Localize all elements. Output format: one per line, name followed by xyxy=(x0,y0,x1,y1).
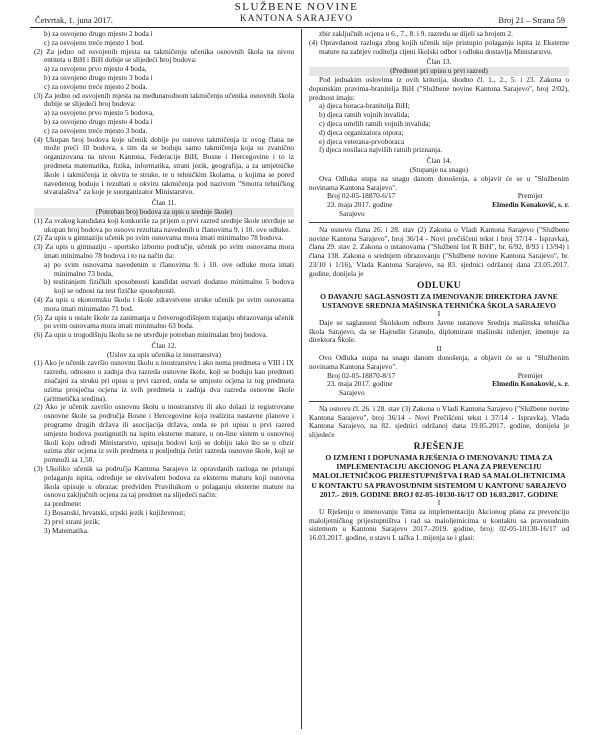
paragraph: (3) Ukoliko učenik sa područja Kantona Sarajevo iz opravdanih razloga ne pristupi polaganju ispita, određuje se ekvivalent bodova za eksternu maturu koji osnovna škola upisuje u obrazac predviđen Pravilnikom o polaganju eksterne mature na osnovu zaključnih ocjena za taj predmet na slijedeći način: xyxy=(34,464,294,500)
paragraph: f) djeca nosilaca najviših ratnih priznanja. xyxy=(319,145,443,155)
paragraph: b) testiranjem fizičkih sposobnosti kandidat ostvari dodatno minimalno 5 bodova koji se odnosi na test fizičke sposobnosti. xyxy=(44,277,294,296)
paragraph: Na osnovu člana 26. i 28. stav (2) Zakona o Vladi Kantona Sarajevo ("Službene novine Kantona Sarajevo", broj 36/14 - Novi prečišćeni tekst i broj 37/14 - Ispravka), člana 29. stav 2. Zakona o ustanovama ("Službeni list R BiH", br. 6/92, 8/93 i 13/94) i člana 138. Zakona o srednjem obrazovanju ("Službene novine Kantona Sarajevo", br. 23/10 i 1/16), Vlada Kantona Sarajevo, na 83. sjednici održanoj dana 23.05.2017. godine, donijela je xyxy=(309,224,569,278)
paragraph: c) za osvojeno treće mjesto 2 boda. xyxy=(44,81,148,91)
section-separator xyxy=(309,222,569,223)
right-column xyxy=(309,30,569,543)
article-subheading: (Potreban broj bodova za upis u srednje škole) xyxy=(34,208,294,217)
article-subheading: (Prednost pri upisu u prvi razred) xyxy=(309,67,569,76)
paragraph: (6) Za upis u trogodišnju školu se ne utvrđuje potreban minimalan broj bodova. xyxy=(34,330,268,340)
paragraph: b) za osvojeno drugo mjesto 4 boda i xyxy=(44,116,153,126)
article-heading: Član 11. xyxy=(151,198,177,208)
paragraph: (3) Za upis u gimnaziju - sportsko izborno područje, učenik po svim osnovama mora imati minimalno 78 bodova i to na način da: xyxy=(34,242,294,260)
paragraph: c) djeca umrlih ratnih vojnih invalida; xyxy=(319,118,431,128)
article-heading: Član 13. xyxy=(426,57,452,67)
paragraph: (4) Opravdanost razloga zbog kojih učenik nije pristupio polaganju ispita iz Eksterne mature na zahtjev roditelja cijeni školski odbor i odluku dostavlja Ministarstvu. xyxy=(309,37,569,56)
document-number: Broj 02-05-18870-8/17 xyxy=(327,370,396,380)
issue-date: Četvrtak, 1. juna 2017. xyxy=(35,15,113,25)
paragraph: 3) Matematika. xyxy=(44,525,89,535)
paragraph: (4) Ukupan broj bodova koje učenik dobije po osnovu takmičenja iz ovog člana ne može preći 10 bodova, s tim da se boduju samo takmičenja koja su zvanično organizovana na nivou Kantona, Federacije BiH, Bosne i Hercegovine i to iz predmeta matematika, fizika, informatika, strani jezik, geografija, a za umjetničke škole i takmičenja iz okvira te struke, te u tehničkim školama, u kojima se pored navedenog boduju i rezultati u okviru takmičenja pod nazivom "Smotra tehničkog stvaralaštva" za koje je suorganizator Ministarstvo. xyxy=(34,134,294,197)
paragraph: U Rješenju o imenovanju Tima za implementaciju Akcionog plana za prevenciju maloljetničkog prijestupništva i rad sa maloljetnicima u kontaktu sa pravosudnim sistemom u Kantonu Sarajevo 2017.-2019. godine, broj: 02-05-10130-16/17 od 16.03.2017. godine, u stavu I. tačka 1. mijenja se i glasi: xyxy=(309,506,569,543)
gazette-title: SLUŽBENE NOVINE xyxy=(234,1,359,13)
signatory-role: Premijer xyxy=(517,370,543,380)
article-heading: Član 12. xyxy=(151,340,177,350)
paragraph: c) za osvojeno treće mjesto 3 boda. xyxy=(44,125,148,135)
section-number: I xyxy=(437,498,441,508)
paragraph: a) po svim osnovama navedenim u članovima 9. i 10. ove odluke mora imati minimalno 73 boda, xyxy=(44,259,294,278)
paragraph: 2) prvi strani jezik; xyxy=(44,516,101,526)
paragraph: (2) Za jedno od osvojenih mjesta na takmičenju učenika osnovnih škola na nivou entiteta u BiH i BiH dobije se slijedeći broj bodova: xyxy=(34,46,294,65)
paragraph: (2) Ako je učenik završio osnovnu školu u inostranstvu ili ako dolazi iz registrovane osnovne škole sa područja Bosne i Hercegovine koja realizira nastavne planove i programe drugih država ili asocijacija država, onda se pri upisu u prvi razred umjesto bodova postignutih na ispitu eksterne mature, u on-line sistem u osnovnoj školi koju odredi Ministarstvo, upisuju bodovi koji se dobiju tako što se u obzir uzima zbir ocjena iz svih predmeta u posljednja četiri razreda osnovne škole, koji se pomnoži sa 1,50. xyxy=(34,402,294,465)
paragraph: zbir zaključnih ocjena u 6., 7., 8. i 9. razredu se dijeli sa brojem 2. xyxy=(319,29,513,38)
document-kind: RJEŠENJE xyxy=(413,442,465,453)
page-header xyxy=(0,0,593,30)
paragraph: e) djeca veterana-prvoboraca xyxy=(319,136,405,146)
document-kind: ODLUKU xyxy=(416,280,462,291)
paragraph: a) za osvojeno prvo mjesto 4 boda, xyxy=(44,64,147,74)
left-column xyxy=(34,30,294,535)
signatory-name: Elmedin Konaković, s. r. xyxy=(492,200,569,210)
paragraph: b) djeca ratnih vojnih invalida; xyxy=(319,110,410,120)
article-subheading: (Stupanje na snagu) xyxy=(409,164,469,174)
article-heading: Član 14. xyxy=(426,156,452,166)
paragraph: (3) Za jedno od osvojenih mjesta na međunarodnom takmičenju učenika osnovnih škola dobije se slijedeći broj bodova: xyxy=(34,90,294,109)
paragraph: a) djeca boraca-branitelja BiH; xyxy=(319,101,410,111)
document-title: O DAVANJU SAGLASNOSTI ZA IMENOVANJE DIREKTORA JAVNE USTANOVE SREDNJA MAŠINSKA TEHNIČKA ŠKOLA SARAJEVO xyxy=(320,291,558,310)
column-divider xyxy=(301,29,302,729)
document-place: Sarajevo xyxy=(339,208,365,218)
paragraph: za predmete: xyxy=(44,499,82,509)
document-place: Sarajevo xyxy=(339,388,365,398)
signatory-role: Premijer xyxy=(517,191,543,201)
paragraph: b) za osvojeno drugo mjesto 2 boda i xyxy=(44,29,153,38)
section-number: II xyxy=(436,344,442,354)
paragraph: (5) Za upis u ostale škole za zanimanja u četverogodišnjem trajanju obrazovanja učenik po svim osnovama mora imati minimalno 63 boda. xyxy=(34,312,294,331)
paragraph: (2) Za upis u gimnaziju učenik po svim osnovama mora imati minimalno 78 bodova. xyxy=(34,233,284,243)
paragraph: Daje se saglasnost Školskom odboru Javne ustanove Srednja mašinska tehnička škola Sarajevo, da se Hajrudin Granulo, diplomirani mašinski inženjer, imenuje za direktora Škole. xyxy=(309,317,569,345)
document-date: 23. maja 2017. godine xyxy=(327,200,393,210)
paragraph: Ovo Odluka stupa na snagu danom donošenja, a objavit će se u "Službenim novinama Kantona Sarajevo". xyxy=(309,352,569,371)
header-rule xyxy=(30,27,567,28)
paragraph: (4) Za upis u ekonomsku školu i škole zdravstvene struke učenik po svim osnovama mora imati minimalno 71 bod. xyxy=(34,294,294,313)
paragraph: a) za osvojeno prvo mjesto 5 bodova, xyxy=(44,108,154,118)
signatory-name: Elmedin Konaković, s. r. xyxy=(492,379,569,389)
issue-number: Broj 21 – Strana 59 xyxy=(498,15,565,25)
gazette-subtitle: KANTONA SARAJEVO xyxy=(239,14,354,24)
document-title: O IZMJENI I DOPUNAMA RJEŠENJA O IMENOVANJU TIMA ZA IMPLEMENTACIJU AKCIONOG PLANA ZA PREVENCIJU MALOLJETNIČKOG PRIJESTUPNIŠTVA I RAD SA MALOLJETNICIMA U KONTAKTU SA PRAVOSUDNIM SISTEMOM U KANTONU SARAJEVO 2017.- 2019. GODINE BROJ 02-05-10130-16/17 OD 16.03.2017. GODINE xyxy=(311,453,567,499)
paragraph: 1) Bosanski, hrvatski, srpski jezik i književnost; xyxy=(44,508,186,518)
section-number: I xyxy=(437,308,441,318)
paragraph: (1) Za svakog kandidata koji konkuriše za prijem u prvi razred srednje škole utvrđuje se ukupan broj bodova po osnovu rezultata navedenih u članovima 9. i 10. ove odluke. xyxy=(34,215,294,234)
paragraph: b) za osvojeno drugo mjesto 3 boda i xyxy=(44,72,153,82)
paragraph: d) djeca organizatora otpora; xyxy=(319,127,404,137)
paragraph: (1) Ako je učenik završio osnovnu školu u inostranstvu i ako nema predmeta u VIII i IX razredu, odnosno u zadnja dva razreda osnovne škole, koji se boduju kao predmeti značajni za struku pri upisu u prvi razred, onda se umjesto ocjena iz tog predmeta uzima prosječna ocjena iz svih predmeta u zadnja dva razreda osnovne škole (aritmetička sredina). xyxy=(34,358,294,403)
paragraph: c) za osvojeno treće mjesto 1 bod. xyxy=(44,37,145,47)
document-number: Broj 02-05-18870-6/17 xyxy=(327,191,396,201)
section-separator xyxy=(309,401,569,402)
paragraph: Pod jednakim uslovima iz ovih kriterija, shodno čl. 1., 2., 5. i 23. Zakona o dopunskim pravima-branitelja BiH ("Službene novine Kantona Sarajevo", broj 2/02), prednost imaju: xyxy=(309,74,569,102)
paragraph: Ova Odluka stupa na snagu danom donošenja, a objavit će se u "Službenim novinama Kantona Sarajevo". xyxy=(309,173,569,192)
paragraph: Na osnovu čl. 26. i 28. stav (3) Zakona o Vladi Kantona Sarajevo ("Službene novine Kantona Sarajevo", broj 36/14 - Novi Prečišćeni tekst i 37/14 - Ispravka), Vlada Kantona Sarajevo, na 82. sjednici održanoj dana 19.05.2017. godine, donijela je slijedeće xyxy=(309,403,569,440)
article-subheading: (Uslov za upis učenika iz inostranstva) xyxy=(106,349,221,359)
document-date: 23. maja 2017. godine xyxy=(327,379,393,389)
